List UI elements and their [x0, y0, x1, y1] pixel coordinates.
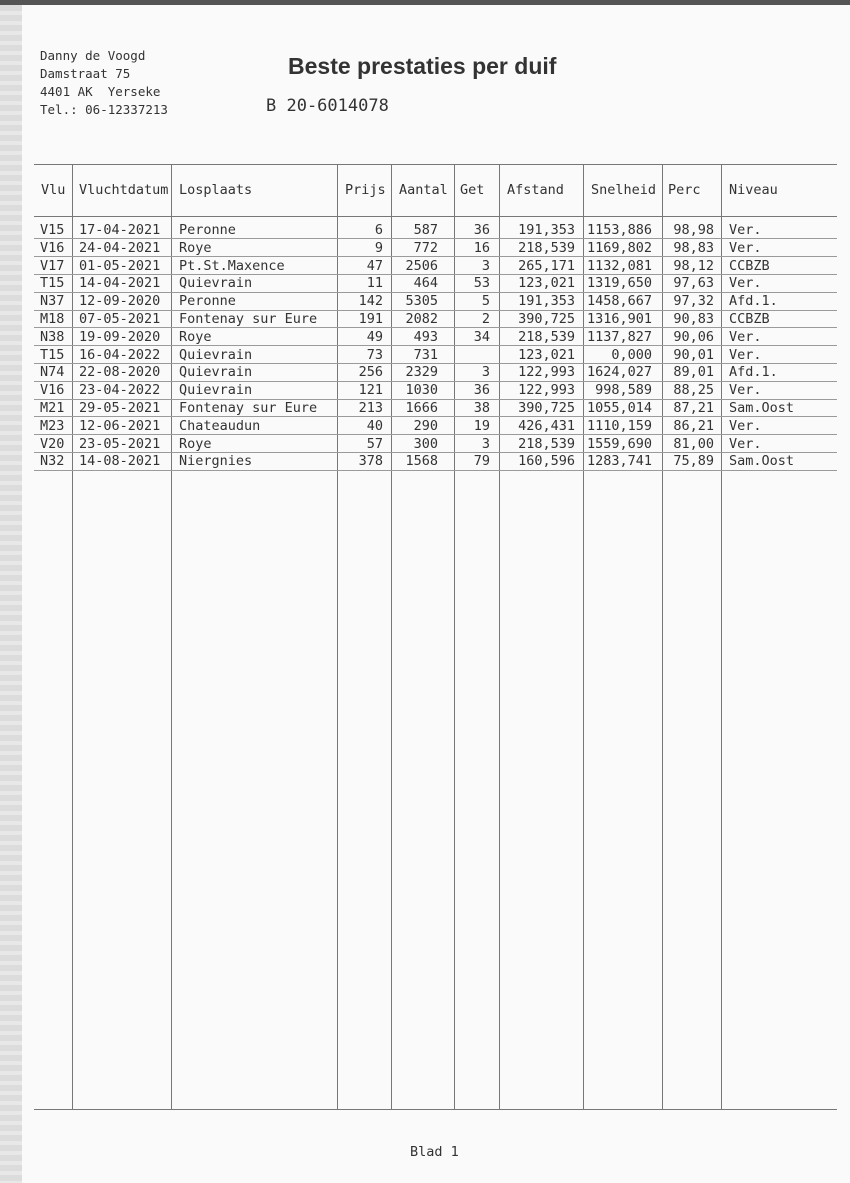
cell-snelheid: 1110,159 — [586, 417, 652, 434]
cell-afstand: 390,725 — [518, 400, 575, 416]
cell-aantal: 464 — [413, 275, 438, 292]
cell-afstand: 122,993 — [518, 364, 575, 381]
cell-prijs: 256 — [358, 364, 383, 381]
header-snelheid: Snelheid — [591, 182, 657, 198]
cell-losplaats: Quievrain — [179, 346, 253, 363]
cell-perc: 90,01 — [673, 346, 714, 363]
cell-get: 5 — [481, 293, 490, 310]
cell-get: 16 — [473, 239, 490, 256]
table-row — [34, 417, 837, 435]
cell-losplaats: Fontenay sur Eure — [179, 400, 318, 416]
table-top-border — [34, 164, 837, 165]
cell-vluchtdatum: 29-05-2021 — [79, 400, 161, 416]
cell-afstand: 191,353 — [518, 222, 575, 238]
cell-perc: 97,63 — [673, 275, 714, 292]
table-row — [34, 257, 837, 275]
cell-snelheid: 1316,901 — [586, 311, 652, 327]
cell-aantal: 2506 — [405, 257, 438, 274]
cell-prijs: 142 — [358, 293, 383, 310]
table-row — [34, 363, 837, 381]
cell-perc: 89,01 — [673, 364, 714, 381]
cell-prijs: 9 — [374, 239, 383, 256]
cell-vluchtdatum: 14-04-2021 — [79, 275, 161, 292]
header-losplaats: Losplaats — [179, 182, 253, 198]
cell-losplaats: Roye — [179, 239, 212, 256]
cell-vluchtdatum: 23-05-2021 — [79, 435, 161, 452]
cell-aantal: 731 — [413, 346, 438, 363]
cell-snelheid: 0,000 — [611, 346, 652, 363]
cell-get: 38 — [473, 400, 490, 416]
cell-prijs: 378 — [358, 453, 383, 470]
cell-vluchtdatum: 23-04-2022 — [79, 382, 161, 399]
table-header-border — [34, 216, 837, 217]
cell-afstand: 265,171 — [518, 257, 575, 274]
cell-get: 36 — [473, 222, 490, 238]
cell-afstand: 218,539 — [518, 328, 575, 345]
page-title: Beste prestaties per duif — [288, 53, 557, 79]
header-vluchtdatum: Vluchtdatum — [79, 182, 169, 198]
cell-aantal: 772 — [413, 239, 438, 256]
cell-aantal: 1030 — [405, 382, 438, 399]
cell-perc: 98,98 — [673, 222, 714, 238]
cell-perc: 97,32 — [673, 293, 714, 310]
header-get: Get — [460, 182, 485, 198]
header-perc: Perc — [668, 182, 701, 198]
cell-afstand: 218,539 — [518, 239, 575, 256]
cell-perc: 90,83 — [673, 311, 714, 327]
header-prijs: Prijs — [345, 182, 386, 198]
cell-perc: 98,12 — [673, 257, 714, 274]
scan-border-left — [0, 5, 22, 1183]
cell-get: 3 — [481, 364, 490, 381]
cell-niveau: Sam.Oost — [729, 400, 795, 416]
header-aantal: Aantal — [399, 182, 448, 198]
cell-aantal: 5305 — [405, 293, 438, 310]
cell-niveau: CCBZB — [729, 257, 770, 274]
cell-vlu: T15 — [40, 275, 65, 292]
results-table — [34, 164, 837, 1110]
table-row — [34, 399, 837, 417]
cell-vluchtdatum: 16-04-2022 — [79, 346, 161, 363]
cell-losplaats: Peronne — [179, 293, 236, 310]
cell-perc: 81,00 — [673, 435, 714, 452]
cell-prijs: 47 — [366, 257, 383, 274]
cell-vluchtdatum: 24-04-2021 — [79, 239, 161, 256]
cell-snelheid: 1559,690 — [586, 435, 652, 452]
table-row — [34, 381, 837, 399]
cell-vlu: M23 — [40, 417, 65, 434]
cell-niveau: Ver. — [729, 382, 762, 399]
cell-snelheid: 1319,650 — [586, 275, 652, 292]
cell-niveau: Ver. — [729, 328, 762, 345]
cell-vlu: M18 — [40, 311, 65, 327]
table-row — [34, 239, 837, 257]
cell-vluchtdatum: 14-08-2021 — [79, 453, 161, 470]
cell-prijs: 57 — [366, 435, 383, 452]
cell-prijs: 213 — [358, 400, 383, 416]
cell-niveau: Sam.Oost — [729, 453, 795, 470]
table-row — [34, 435, 837, 453]
table-row — [34, 221, 837, 239]
cell-get: 36 — [473, 382, 490, 399]
cell-vluchtdatum: 07-05-2021 — [79, 311, 161, 327]
cell-prijs: 6 — [374, 222, 383, 238]
table-row — [34, 274, 837, 292]
table-row — [34, 452, 837, 470]
cell-vlu: V17 — [40, 257, 65, 274]
cell-snelheid: 1624,027 — [586, 364, 652, 381]
cell-afstand: 122,993 — [518, 382, 575, 399]
cell-losplaats: Roye — [179, 435, 212, 452]
cell-vluchtdatum: 17-04-2021 — [79, 222, 161, 238]
cell-prijs: 191 — [358, 311, 383, 327]
cell-losplaats: Chateaudun — [179, 417, 261, 434]
header-vlu: Vlu — [41, 182, 66, 198]
cell-aantal: 2082 — [405, 311, 438, 327]
cell-vlu: V16 — [40, 382, 65, 399]
cell-perc: 87,21 — [673, 400, 714, 416]
cell-vlu: N32 — [40, 453, 65, 470]
sender-city: 4401 AK Yerseke — [40, 84, 161, 99]
cell-losplaats: Fontenay sur Eure — [179, 311, 318, 327]
ring-number: B 20-6014078 — [266, 96, 389, 116]
cell-aantal: 493 — [413, 328, 438, 345]
cell-niveau: Ver. — [729, 222, 762, 238]
table-row — [34, 310, 837, 328]
cell-perc: 86,21 — [673, 417, 714, 434]
cell-snelheid: 1132,081 — [586, 257, 652, 274]
header-afstand: Afstand — [507, 182, 564, 198]
cell-niveau: CCBZB — [729, 311, 770, 327]
cell-vluchtdatum: 22-08-2020 — [79, 364, 161, 381]
table-row — [34, 292, 837, 310]
cell-get: 79 — [473, 453, 490, 470]
cell-losplaats: Pt.St.Maxence — [179, 257, 285, 274]
cell-afstand: 390,725 — [518, 311, 575, 327]
cell-snelheid: 1458,667 — [586, 293, 652, 310]
cell-perc: 98,83 — [673, 239, 714, 256]
table-row — [34, 346, 837, 364]
sender-phone: Tel.: 06-12337213 — [40, 102, 168, 117]
cell-niveau: Ver. — [729, 435, 762, 452]
cell-vlu: T15 — [40, 346, 65, 363]
cell-afstand: 191,353 — [518, 293, 575, 310]
cell-snelheid: 1169,802 — [586, 239, 652, 256]
cell-get: 53 — [473, 275, 490, 292]
cell-aantal: 587 — [413, 222, 438, 238]
cell-niveau: Afd.1. — [729, 364, 778, 381]
document-page — [22, 5, 850, 1183]
cell-vluchtdatum: 01-05-2021 — [79, 257, 161, 274]
sender-address — [40, 47, 168, 119]
cell-prijs: 11 — [366, 275, 383, 292]
cell-get: 19 — [473, 417, 490, 434]
cell-losplaats: Quievrain — [179, 275, 253, 292]
cell-vlu: N74 — [40, 364, 65, 381]
cell-get: 2 — [481, 311, 490, 327]
cell-losplaats: Quievrain — [179, 382, 253, 399]
cell-aantal: 1666 — [405, 400, 438, 416]
cell-prijs: 121 — [358, 382, 383, 399]
cell-losplaats: Niergnies — [179, 453, 253, 470]
cell-afstand: 123,021 — [518, 275, 575, 292]
cell-snelheid: 1055,014 — [586, 400, 652, 416]
table-row — [34, 328, 837, 346]
cell-snelheid: 1137,827 — [586, 328, 652, 345]
cell-vluchtdatum: 12-06-2021 — [79, 417, 161, 434]
cell-perc: 90,06 — [673, 328, 714, 345]
cell-losplaats: Quievrain — [179, 364, 253, 381]
cell-get: 34 — [473, 328, 490, 345]
cell-afstand: 160,596 — [518, 453, 575, 470]
cell-niveau: Afd.1. — [729, 293, 778, 310]
cell-vluchtdatum: 12-09-2020 — [79, 293, 161, 310]
cell-niveau: Ver. — [729, 275, 762, 292]
cell-niveau: Ver. — [729, 239, 762, 256]
cell-afstand: 123,021 — [518, 346, 575, 363]
cell-afstand: 426,431 — [518, 417, 575, 434]
cell-get: 3 — [481, 435, 490, 452]
cell-afstand: 218,539 — [518, 435, 575, 452]
cell-losplaats: Peronne — [179, 222, 236, 238]
cell-vlu: V16 — [40, 239, 65, 256]
cell-aantal: 2329 — [405, 364, 438, 381]
cell-prijs: 73 — [366, 346, 383, 363]
page-number: Blad 1 — [410, 1144, 459, 1160]
cell-aantal: 290 — [413, 417, 438, 434]
cell-vluchtdatum: 19-09-2020 — [79, 328, 161, 345]
table-bottom-border — [34, 1109, 837, 1110]
cell-aantal: 300 — [413, 435, 438, 452]
cell-niveau: Ver. — [729, 417, 762, 434]
cell-prijs: 40 — [366, 417, 383, 434]
sender-name: Danny de Voogd — [40, 48, 146, 63]
cell-get: 3 — [481, 257, 490, 274]
cell-vlu: M21 — [40, 400, 65, 416]
row-separator — [34, 470, 837, 471]
cell-perc: 88,25 — [673, 382, 714, 399]
cell-prijs: 49 — [366, 328, 383, 345]
cell-snelheid: 998,589 — [595, 382, 652, 399]
cell-vlu: N37 — [40, 293, 65, 310]
cell-losplaats: Roye — [179, 328, 212, 345]
cell-snelheid: 1283,741 — [586, 453, 652, 470]
header-niveau: Niveau — [729, 182, 778, 198]
cell-vlu: V20 — [40, 435, 65, 452]
cell-perc: 75,89 — [673, 453, 714, 470]
cell-niveau: Ver. — [729, 346, 762, 363]
cell-snelheid: 1153,886 — [586, 222, 652, 238]
sender-street: Damstraat 75 — [40, 66, 131, 81]
cell-aantal: 1568 — [405, 453, 438, 470]
cell-vlu: N38 — [40, 328, 65, 345]
cell-vlu: V15 — [40, 222, 65, 238]
